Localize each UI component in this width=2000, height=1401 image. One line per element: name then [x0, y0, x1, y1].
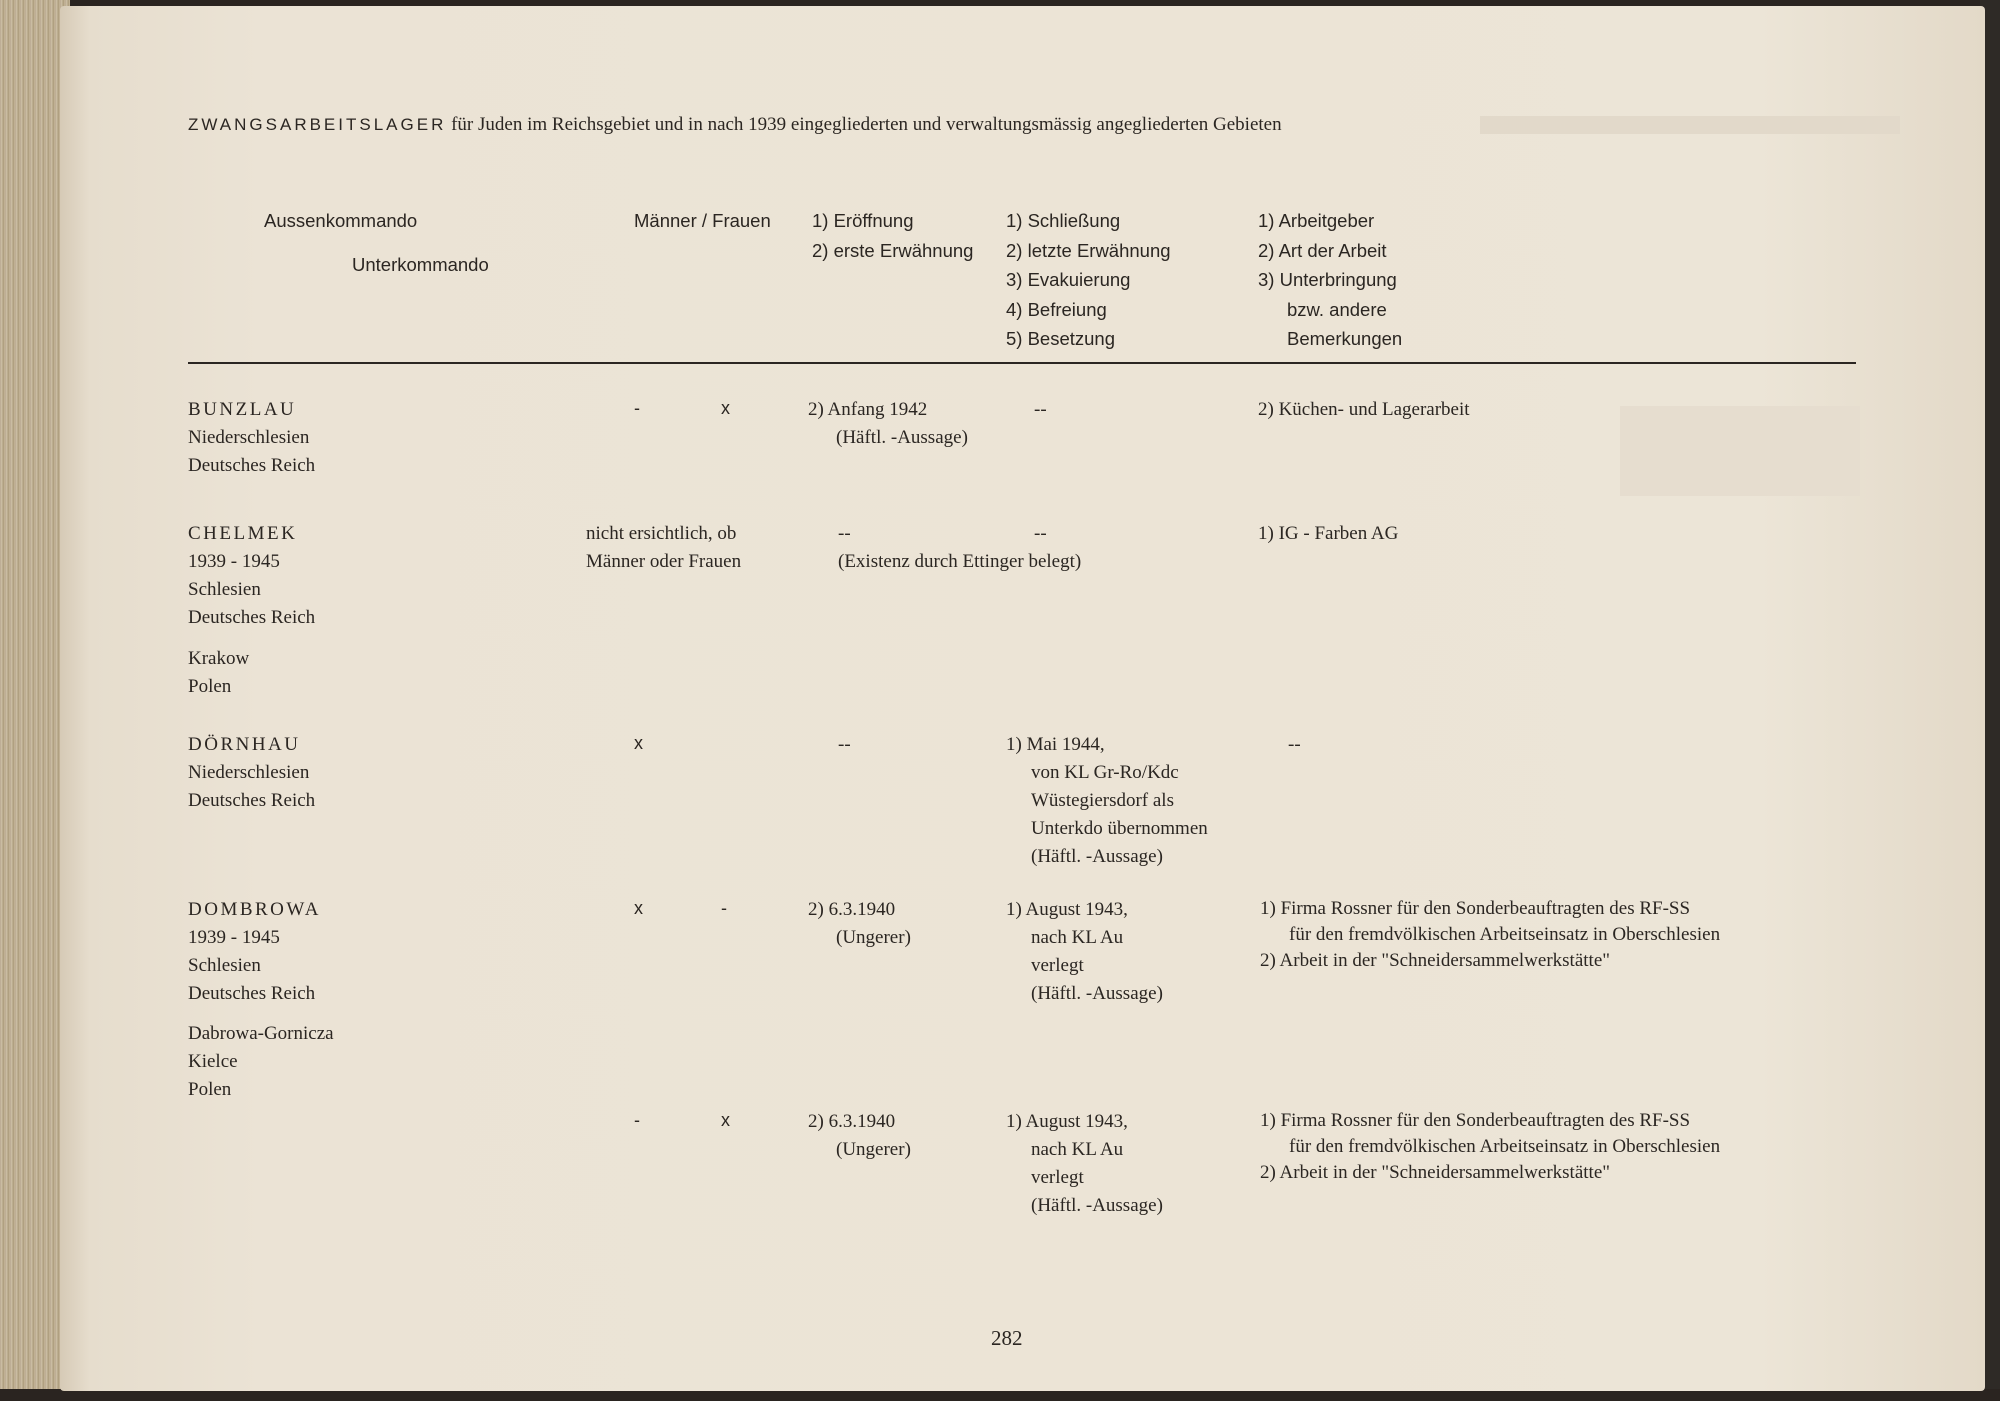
bleed-through-shadow	[1480, 116, 1900, 134]
header-line: 2) erste Erwähnung	[812, 239, 974, 261]
header-line: bzw. andere	[1287, 298, 1387, 320]
opening-line: --	[838, 734, 851, 755]
remarks-line: 1) IG - Farben AG	[1258, 523, 1399, 544]
opening-line: 2) 6.3.1940	[808, 899, 896, 920]
remarks-line: 2) Arbeit in der "Schneidersammelwerkstätte"	[1260, 950, 1611, 971]
closing-line: Wüstegiersdorf als	[1031, 790, 1174, 811]
region-line: Schlesien	[188, 955, 261, 976]
remarks-line: 1) Firma Rossner für den Sonderbeauftragten des RF-SS	[1260, 898, 1691, 919]
closing-line: 1) August 1943,	[1006, 1111, 1128, 1132]
closing-line: (Häftl. -Aussage)	[1031, 846, 1163, 867]
header-line: 2) letzte Erwähnung	[1006, 239, 1171, 261]
men-mark: x	[634, 898, 643, 918]
header-line: 4) Befreiung	[1006, 298, 1107, 320]
remarks-line: 1) Firma Rossner für den Sonderbeauftragten des RF-SS	[1260, 1110, 1691, 1131]
entry-location	[188, 731, 315, 815]
closing-line: 1) Mai 1944,	[1006, 734, 1105, 755]
entry-location	[188, 396, 315, 480]
heading-rest: für Juden im Reichsgebiet und in nach 1939 eingegliederten und verwaltungsmässig angegliederten Gebieten	[446, 114, 1282, 135]
col-header-unterkommando: Unterkommando	[352, 254, 489, 275]
women-mark: x	[721, 398, 730, 418]
gender-note-line: Männer oder Frauen	[586, 551, 742, 572]
opening-cell	[838, 731, 851, 759]
remarks-cell	[1258, 520, 1398, 548]
col-header-maenner-frauen: Männer / Frauen	[634, 210, 771, 231]
sub-location	[188, 1020, 334, 1104]
remarks-line: für den fremdvölkischen Arbeitseinsatz in Oberschlesien	[1289, 1136, 1721, 1157]
remarks-cell	[1260, 1108, 1720, 1186]
place-name: DOMBROWA	[188, 899, 321, 920]
opening-line: (Häftl. -Aussage)	[836, 427, 968, 448]
opening-line: 2) 6.3.1940	[808, 1111, 896, 1132]
sub-line: Polen	[188, 1079, 232, 1100]
remarks-line: 2) Küchen- und Lagerarbeit	[1258, 399, 1470, 420]
header-line: 1) Eröffnung	[812, 210, 914, 231]
place-name: DÖRNHAU	[188, 734, 301, 755]
closing-cell	[1006, 896, 1163, 1008]
opening-cell	[808, 896, 911, 952]
sub-line: Kielce	[188, 1051, 238, 1072]
closing-cell	[1006, 731, 1208, 871]
men-mark: -	[634, 1110, 640, 1130]
header-line: 2) Art der Arbeit	[1258, 239, 1387, 261]
closing-line: von KL Gr-Ro/Kdc	[1031, 762, 1179, 783]
closing-line: verlegt	[1031, 955, 1084, 976]
header-line: 1) Arbeitgeber	[1258, 210, 1375, 231]
remarks-line: für den fremdvölkischen Arbeitseinsatz in Oberschlesien	[1289, 924, 1721, 945]
closing-cell	[1034, 396, 1047, 424]
sub-line: Dabrowa-Gornicza	[188, 1023, 334, 1044]
opening-line: 2) Anfang 1942	[808, 399, 928, 420]
region-line: Deutsches Reich	[188, 455, 316, 476]
header-line: 3) Unterbringung	[1258, 269, 1397, 290]
sub-line: Polen	[188, 676, 232, 697]
remarks-cell	[1258, 396, 1470, 424]
region-line: Deutsches Reich	[188, 607, 316, 628]
col-header-eroeffnung	[812, 206, 973, 265]
region-line: Schlesien	[188, 579, 261, 600]
closing-line: (Häftl. -Aussage)	[1031, 983, 1163, 1004]
gender-note-line: nicht ersichtlich, ob	[586, 523, 737, 544]
closing-line: nach KL Au	[1031, 1139, 1124, 1160]
entry-location	[188, 520, 315, 632]
header-line: 1) Schließung	[1006, 210, 1121, 231]
closing-line: 1) August 1943,	[1006, 899, 1128, 920]
opening-cell	[808, 396, 968, 452]
closing-cell	[1006, 1108, 1163, 1220]
entry-location	[188, 896, 321, 1008]
header-line: 3) Evakuierung	[1006, 269, 1131, 290]
region-line: 1939 - 1945	[188, 927, 280, 948]
col-header-schliessung	[1006, 206, 1171, 354]
opening-dash: --	[838, 523, 851, 544]
col-header-arbeitgeber	[1258, 206, 1402, 354]
region-line: 1939 - 1945	[188, 551, 280, 572]
header-line: 5) Besetzung	[1006, 328, 1116, 349]
men-mark: -	[634, 398, 640, 418]
closing-line: nach KL Au	[1031, 927, 1124, 948]
region-line: Deutsches Reich	[188, 983, 316, 1004]
remarks-cell	[1260, 896, 1720, 974]
heading-keyword: ZWANGSARBEITSLAGER	[188, 115, 447, 134]
header-divider	[188, 362, 1856, 364]
region-line: Deutsches Reich	[188, 790, 316, 811]
opening-line: (Ungerer)	[836, 1139, 911, 1160]
opening-line: (Ungerer)	[836, 927, 911, 948]
col-header-aussenkommando: Aussenkommando	[264, 210, 418, 231]
women-mark: -	[721, 898, 727, 918]
closing-line: verlegt	[1031, 1167, 1084, 1188]
region-line: Niederschlesien	[188, 762, 310, 783]
opening-cell	[808, 1108, 911, 1164]
women-mark: x	[721, 1110, 730, 1130]
closing-line: (Häftl. -Aussage)	[1031, 1195, 1163, 1216]
remarks-line: --	[1288, 734, 1301, 755]
sub-line: Krakow	[188, 648, 250, 669]
bleed-through-shadow	[1620, 406, 1860, 496]
place-name: BUNZLAU	[188, 399, 297, 420]
closing-line: --	[1034, 399, 1047, 420]
existence-note: (Existenz durch Ettinger belegt)	[838, 551, 1082, 572]
closing-line: Unterkdo übernommen	[1031, 818, 1208, 839]
region-line: Niederschlesien	[188, 427, 310, 448]
page-heading	[188, 114, 1282, 136]
closing-dash: --	[1034, 523, 1047, 544]
remarks-line: 2) Arbeit in der "Schneidersammelwerkstätte"	[1260, 1162, 1611, 1183]
gender-note	[586, 520, 741, 576]
header-line: Bemerkungen	[1287, 328, 1403, 349]
men-mark: x	[634, 733, 643, 753]
page-number: 282	[991, 1326, 1023, 1350]
sub-location	[188, 645, 249, 701]
place-name: CHELMEK	[188, 523, 298, 544]
remarks-cell	[1288, 731, 1301, 759]
